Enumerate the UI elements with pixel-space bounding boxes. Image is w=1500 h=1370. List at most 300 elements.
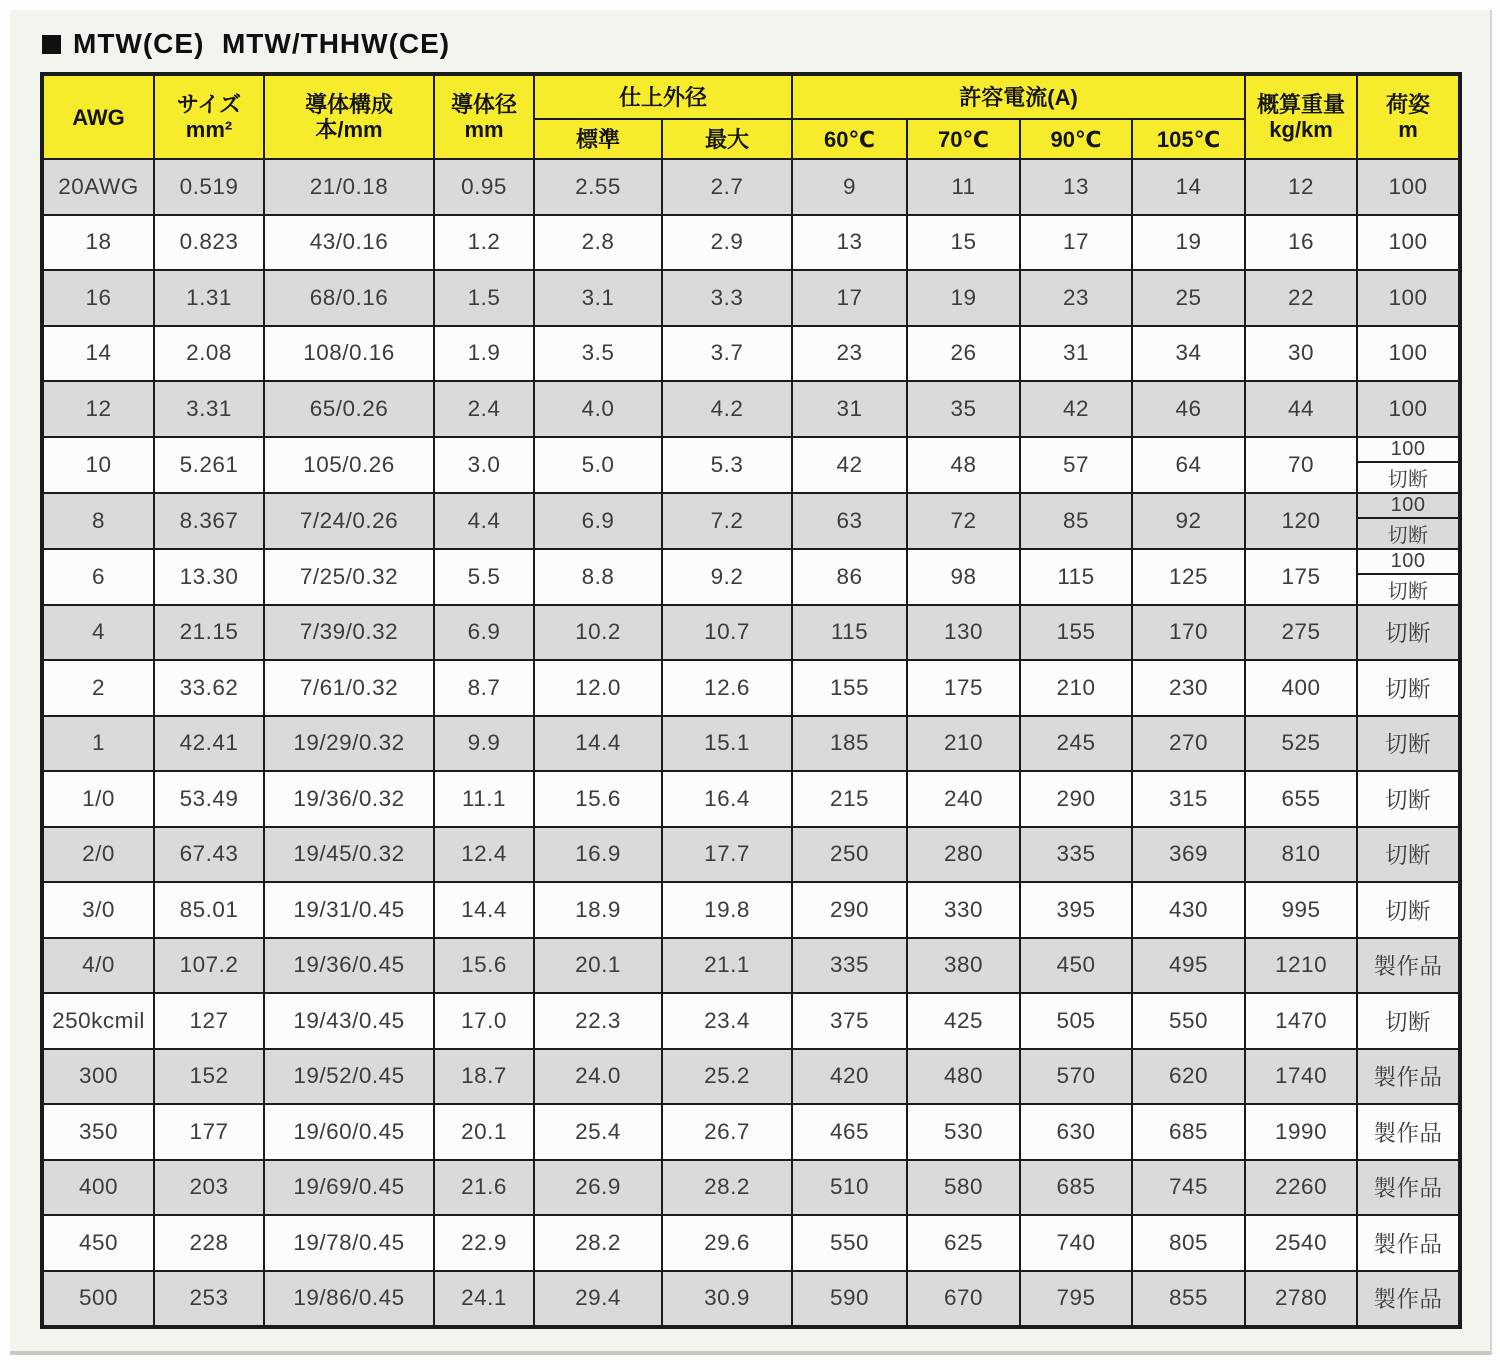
size-cell: 253 [154, 1271, 264, 1328]
amp-60-cell: 335 [792, 938, 907, 994]
amp-70-cell: 210 [907, 716, 1020, 772]
od-max-cell: 2.7 [662, 159, 792, 215]
section-marker-icon [42, 35, 61, 54]
od-standard-cell: 29.4 [534, 1271, 662, 1328]
awg-cell: 250kcmil [42, 993, 154, 1049]
package-cell: 切断 [1357, 827, 1460, 883]
od-standard-cell: 16.9 [534, 827, 662, 883]
amp-105-cell: 46 [1132, 381, 1245, 437]
od-standard-cell: 8.8 [534, 549, 662, 605]
weight-cell: 275 [1245, 605, 1357, 661]
table-row [42, 159, 1460, 215]
package-half: 切断 [1358, 573, 1458, 604]
package-cell: 切断 [1357, 771, 1460, 827]
amp-60-cell: 23 [792, 326, 907, 382]
diameter-cell: 1.5 [434, 270, 534, 326]
conductor-cell: 19/29/0.32 [264, 716, 434, 772]
table-row [42, 270, 1460, 326]
amp-60-cell: 465 [792, 1104, 907, 1160]
awg-cell: 2 [42, 660, 154, 716]
amp-90-cell: 210 [1020, 660, 1132, 716]
spec-table-body [42, 159, 1460, 1327]
amp-60-cell: 17 [792, 270, 907, 326]
od-max-cell: 19.8 [662, 882, 792, 938]
od-standard-cell: 5.0 [534, 437, 662, 493]
header-size-label: サイズ [176, 92, 242, 117]
page-title: MTW(CE) MTW/THHW(CE) [73, 28, 451, 59]
amp-105-cell: 92 [1132, 493, 1245, 549]
awg-cell: 2/0 [42, 827, 154, 883]
size-cell: 3.31 [154, 381, 264, 437]
awg-cell: 10 [42, 437, 154, 493]
awg-cell: 500 [42, 1271, 154, 1328]
header-awg: AWG [42, 74, 154, 159]
table-row [42, 771, 1460, 827]
size-cell: 5.261 [154, 437, 264, 493]
diameter-cell: 24.1 [434, 1271, 534, 1328]
amp-70-cell: 530 [907, 1104, 1020, 1160]
weight-cell: 655 [1245, 771, 1357, 827]
amp-105-cell: 855 [1132, 1271, 1245, 1328]
diameter-cell: 17.0 [434, 993, 534, 1049]
table-row [42, 381, 1460, 437]
diameter-cell: 4.4 [434, 493, 534, 549]
amp-90-cell: 13 [1020, 159, 1132, 215]
amp-105-cell: 270 [1132, 716, 1245, 772]
amp-70-cell: 19 [907, 270, 1020, 326]
diameter-cell: 2.4 [434, 381, 534, 437]
amp-105-cell: 125 [1132, 549, 1245, 605]
package-cell: 切断 [1357, 660, 1460, 716]
size-cell: 67.43 [154, 827, 264, 883]
spec-table [40, 72, 1462, 1329]
size-cell: 8.367 [154, 493, 264, 549]
package-cell: 100 [1357, 381, 1460, 437]
table-row [42, 549, 1460, 605]
awg-cell: 400 [42, 1160, 154, 1216]
od-max-cell: 9.2 [662, 549, 792, 605]
od-max-cell: 30.9 [662, 1271, 792, 1328]
od-standard-cell: 15.6 [534, 771, 662, 827]
header-package-label: 荷姿 [1386, 92, 1431, 117]
od-standard-cell: 6.9 [534, 493, 662, 549]
od-standard-cell: 10.2 [534, 605, 662, 661]
header-weight-label: 概算重量 [1257, 92, 1346, 117]
awg-cell: 4/0 [42, 938, 154, 994]
size-cell: 13.30 [154, 549, 264, 605]
od-standard-cell: 25.4 [534, 1104, 662, 1160]
od-standard-cell: 20.1 [534, 938, 662, 994]
awg-cell: 16 [42, 270, 154, 326]
size-cell: 228 [154, 1215, 264, 1271]
amp-60-cell: 86 [792, 549, 907, 605]
amp-70-cell: 15 [907, 215, 1020, 271]
conductor-cell: 7/25/0.32 [264, 549, 434, 605]
weight-cell: 1210 [1245, 938, 1357, 994]
amp-105-cell: 14 [1132, 159, 1245, 215]
amp-105-cell: 430 [1132, 882, 1245, 938]
od-max-cell: 2.9 [662, 215, 792, 271]
conductor-cell: 7/61/0.32 [264, 660, 434, 716]
amp-60-cell: 215 [792, 771, 907, 827]
table-row [42, 938, 1460, 994]
amp-60-cell: 63 [792, 493, 907, 549]
package-cell: 製作品 [1357, 1160, 1460, 1216]
diameter-cell: 22.9 [434, 1215, 534, 1271]
amp-60-cell: 185 [792, 716, 907, 772]
amp-105-cell: 315 [1132, 771, 1245, 827]
amp-60-cell: 13 [792, 215, 907, 271]
header-finished-od-group: 仕上外径 [534, 74, 792, 119]
weight-cell: 1470 [1245, 993, 1357, 1049]
package-cell: 100 [1357, 159, 1460, 215]
amp-90-cell: 245 [1020, 716, 1132, 772]
od-standard-cell: 26.9 [534, 1160, 662, 1216]
amp-90-cell: 335 [1020, 827, 1132, 883]
amp-90-cell: 42 [1020, 381, 1132, 437]
header-od-standard: 標準 [534, 119, 662, 159]
table-row [42, 1049, 1460, 1105]
package-cell: 製作品 [1357, 1104, 1460, 1160]
amp-70-cell: 330 [907, 882, 1020, 938]
amp-70-cell: 26 [907, 326, 1020, 382]
od-standard-cell: 3.5 [534, 326, 662, 382]
conductor-cell: 21/0.18 [264, 159, 434, 215]
amp-90-cell: 17 [1020, 215, 1132, 271]
od-standard-cell: 4.0 [534, 381, 662, 437]
diameter-cell: 11.1 [434, 771, 534, 827]
table-row [42, 716, 1460, 772]
amp-90-cell: 57 [1020, 437, 1132, 493]
awg-cell: 1/0 [42, 771, 154, 827]
amp-70-cell: 670 [907, 1271, 1020, 1328]
table-row [42, 1215, 1460, 1271]
od-standard-cell: 12.0 [534, 660, 662, 716]
size-cell: 0.823 [154, 215, 264, 271]
package-half: 100 [1390, 493, 1426, 516]
spec-table-header [42, 74, 1460, 159]
amp-70-cell: 72 [907, 493, 1020, 549]
amp-60-cell: 375 [792, 993, 907, 1049]
od-max-cell: 29.6 [662, 1215, 792, 1271]
amp-90-cell: 450 [1020, 938, 1132, 994]
amp-60-cell: 590 [792, 1271, 907, 1328]
conductor-cell: 19/31/0.45 [264, 882, 434, 938]
amp-90-cell: 115 [1020, 549, 1132, 605]
amp-70-cell: 11 [907, 159, 1020, 215]
section-title-row [42, 26, 1490, 62]
od-max-cell: 26.7 [662, 1104, 792, 1160]
amp-90-cell: 570 [1020, 1049, 1132, 1105]
package-cell: 100 [1357, 215, 1460, 271]
table-row [42, 993, 1460, 1049]
header-package-unit: m [1398, 117, 1418, 142]
weight-cell: 810 [1245, 827, 1357, 883]
amp-60-cell: 31 [792, 381, 907, 437]
weight-cell: 12 [1245, 159, 1357, 215]
amp-90-cell: 630 [1020, 1104, 1132, 1160]
weight-cell: 400 [1245, 660, 1357, 716]
amp-105-cell: 745 [1132, 1160, 1245, 1216]
awg-cell: 20AWG [42, 159, 154, 215]
od-standard-cell: 3.1 [534, 270, 662, 326]
header-size [154, 74, 264, 159]
size-cell: 42.41 [154, 716, 264, 772]
od-max-cell: 17.7 [662, 827, 792, 883]
diameter-cell: 1.2 [434, 215, 534, 271]
diameter-cell: 3.0 [434, 437, 534, 493]
awg-cell: 6 [42, 549, 154, 605]
diameter-cell: 14.4 [434, 882, 534, 938]
header-conductor-unit: 本/mm [315, 117, 383, 142]
package-half: 切断 [1358, 461, 1458, 492]
amp-70-cell: 240 [907, 771, 1020, 827]
amp-105-cell: 34 [1132, 326, 1245, 382]
package-half: 100 [1390, 549, 1426, 572]
header-package [1357, 74, 1460, 159]
od-max-cell: 28.2 [662, 1160, 792, 1216]
conductor-cell: 65/0.26 [264, 381, 434, 437]
awg-cell: 300 [42, 1049, 154, 1105]
od-max-cell: 5.3 [662, 437, 792, 493]
header-temp-60: 60℃ [792, 119, 907, 159]
amp-70-cell: 48 [907, 437, 1020, 493]
weight-cell: 525 [1245, 716, 1357, 772]
amp-60-cell: 420 [792, 1049, 907, 1105]
conductor-cell: 19/86/0.45 [264, 1271, 434, 1328]
package-cell: 100 [1357, 326, 1460, 382]
amp-90-cell: 85 [1020, 493, 1132, 549]
weight-cell: 2540 [1245, 1215, 1357, 1271]
od-max-cell: 7.2 [662, 493, 792, 549]
amp-70-cell: 425 [907, 993, 1020, 1049]
package-cell [1357, 437, 1460, 493]
amp-60-cell: 155 [792, 660, 907, 716]
od-standard-cell: 18.9 [534, 882, 662, 938]
weight-cell: 30 [1245, 326, 1357, 382]
header-diameter [434, 74, 534, 159]
package-cell: 製作品 [1357, 1049, 1460, 1105]
conductor-cell: 7/24/0.26 [264, 493, 434, 549]
amp-60-cell: 42 [792, 437, 907, 493]
diameter-cell: 8.7 [434, 660, 534, 716]
table-row [42, 1104, 1460, 1160]
od-standard-cell: 22.3 [534, 993, 662, 1049]
table-row [42, 493, 1460, 549]
amp-90-cell: 155 [1020, 605, 1132, 661]
amp-90-cell: 23 [1020, 270, 1132, 326]
amp-70-cell: 580 [907, 1160, 1020, 1216]
od-max-cell: 3.3 [662, 270, 792, 326]
conductor-cell: 19/36/0.32 [264, 771, 434, 827]
awg-cell: 14 [42, 326, 154, 382]
weight-cell: 1990 [1245, 1104, 1357, 1160]
size-cell: 177 [154, 1104, 264, 1160]
od-max-cell: 3.7 [662, 326, 792, 382]
size-cell: 85.01 [154, 882, 264, 938]
amp-70-cell: 35 [907, 381, 1020, 437]
diameter-cell: 18.7 [434, 1049, 534, 1105]
size-cell: 152 [154, 1049, 264, 1105]
package-cell: 製作品 [1357, 938, 1460, 994]
amp-105-cell: 19 [1132, 215, 1245, 271]
awg-cell: 12 [42, 381, 154, 437]
weight-cell: 16 [1245, 215, 1357, 271]
amp-90-cell: 395 [1020, 882, 1132, 938]
amp-70-cell: 175 [907, 660, 1020, 716]
size-cell: 107.2 [154, 938, 264, 994]
size-cell: 2.08 [154, 326, 264, 382]
diameter-cell: 0.95 [434, 159, 534, 215]
header-diameter-unit: mm [464, 117, 504, 142]
table-row [42, 215, 1460, 271]
header-ampacity-group: 許容電流(A) [792, 74, 1245, 119]
amp-90-cell: 290 [1020, 771, 1132, 827]
amp-70-cell: 130 [907, 605, 1020, 661]
amp-105-cell: 25 [1132, 270, 1245, 326]
conductor-cell: 19/36/0.45 [264, 938, 434, 994]
weight-cell: 1740 [1245, 1049, 1357, 1105]
amp-105-cell: 230 [1132, 660, 1245, 716]
header-conductor [264, 74, 434, 159]
size-cell: 1.31 [154, 270, 264, 326]
amp-105-cell: 369 [1132, 827, 1245, 883]
weight-cell: 2780 [1245, 1271, 1357, 1328]
conductor-cell: 19/43/0.45 [264, 993, 434, 1049]
table-row [42, 1271, 1460, 1328]
od-max-cell: 10.7 [662, 605, 792, 661]
header-temp-105: 105℃ [1132, 119, 1245, 159]
diameter-cell: 20.1 [434, 1104, 534, 1160]
size-cell: 203 [154, 1160, 264, 1216]
table-row [42, 882, 1460, 938]
od-standard-cell: 24.0 [534, 1049, 662, 1105]
amp-60-cell: 510 [792, 1160, 907, 1216]
amp-90-cell: 740 [1020, 1215, 1132, 1271]
amp-60-cell: 115 [792, 605, 907, 661]
weight-cell: 22 [1245, 270, 1357, 326]
size-cell: 53.49 [154, 771, 264, 827]
size-cell: 127 [154, 993, 264, 1049]
table-row [42, 605, 1460, 661]
table-row [42, 437, 1460, 493]
package-cell: 切断 [1357, 716, 1460, 772]
amp-105-cell: 170 [1132, 605, 1245, 661]
amp-70-cell: 98 [907, 549, 1020, 605]
conductor-cell: 19/45/0.32 [264, 827, 434, 883]
header-temp-70: 70℃ [907, 119, 1020, 159]
conductor-cell: 19/60/0.45 [264, 1104, 434, 1160]
conductor-cell: 68/0.16 [264, 270, 434, 326]
amp-70-cell: 280 [907, 827, 1020, 883]
awg-cell: 1 [42, 716, 154, 772]
header-conductor-label: 導体構成 [304, 92, 393, 117]
diameter-cell: 6.9 [434, 605, 534, 661]
conductor-cell: 19/78/0.45 [264, 1215, 434, 1271]
package-cell: 切断 [1357, 605, 1460, 661]
od-max-cell: 25.2 [662, 1049, 792, 1105]
header-diameter-label: 導体径 [450, 92, 517, 117]
weight-cell: 70 [1245, 437, 1357, 493]
amp-105-cell: 495 [1132, 938, 1245, 994]
awg-cell: 3/0 [42, 882, 154, 938]
diameter-cell: 1.9 [434, 326, 534, 382]
table-row [42, 326, 1460, 382]
od-max-cell: 4.2 [662, 381, 792, 437]
package-cell: 製作品 [1357, 1215, 1460, 1271]
diameter-cell: 21.6 [434, 1160, 534, 1216]
amp-70-cell: 625 [907, 1215, 1020, 1271]
size-cell: 0.519 [154, 159, 264, 215]
conductor-cell: 43/0.16 [264, 215, 434, 271]
od-max-cell: 12.6 [662, 660, 792, 716]
amp-60-cell: 250 [792, 827, 907, 883]
table-row [42, 827, 1460, 883]
conductor-cell: 19/52/0.45 [264, 1049, 434, 1105]
amp-60-cell: 290 [792, 882, 907, 938]
package-cell [1357, 549, 1460, 605]
awg-cell: 18 [42, 215, 154, 271]
od-standard-cell: 2.8 [534, 215, 662, 271]
amp-105-cell: 620 [1132, 1049, 1245, 1105]
header-size-unit: mm² [185, 117, 233, 142]
conductor-cell: 105/0.26 [264, 437, 434, 493]
diameter-cell: 9.9 [434, 716, 534, 772]
package-half: 切断 [1358, 517, 1458, 548]
od-max-cell: 15.1 [662, 716, 792, 772]
header-weight-unit: kg/km [1269, 117, 1333, 142]
conductor-cell: 19/69/0.45 [264, 1160, 434, 1216]
awg-cell: 450 [42, 1215, 154, 1271]
amp-60-cell: 9 [792, 159, 907, 215]
header-weight [1245, 74, 1357, 159]
table-row [42, 1160, 1460, 1216]
package-cell: 切断 [1357, 882, 1460, 938]
package-cell: 製作品 [1357, 1271, 1460, 1328]
awg-cell: 8 [42, 493, 154, 549]
amp-105-cell: 550 [1132, 993, 1245, 1049]
amp-90-cell: 685 [1020, 1160, 1132, 1216]
od-max-cell: 16.4 [662, 771, 792, 827]
header-od-max: 最大 [662, 119, 792, 159]
package-half: 100 [1390, 437, 1426, 460]
conductor-cell: 108/0.16 [264, 326, 434, 382]
od-max-cell: 21.1 [662, 938, 792, 994]
amp-60-cell: 550 [792, 1215, 907, 1271]
package-cell [1357, 493, 1460, 549]
size-cell: 21.15 [154, 605, 264, 661]
amp-105-cell: 805 [1132, 1215, 1245, 1271]
diameter-cell: 5.5 [434, 549, 534, 605]
weight-cell: 120 [1245, 493, 1357, 549]
table-row [42, 660, 1460, 716]
size-cell: 33.62 [154, 660, 264, 716]
header-temp-90: 90℃ [1020, 119, 1132, 159]
amp-105-cell: 685 [1132, 1104, 1245, 1160]
weight-cell: 995 [1245, 882, 1357, 938]
amp-90-cell: 31 [1020, 326, 1132, 382]
weight-cell: 2260 [1245, 1160, 1357, 1216]
package-cell: 切断 [1357, 993, 1460, 1049]
conductor-cell: 7/39/0.32 [264, 605, 434, 661]
weight-cell: 44 [1245, 381, 1357, 437]
weight-cell: 175 [1245, 549, 1357, 605]
amp-70-cell: 380 [907, 938, 1020, 994]
od-standard-cell: 28.2 [534, 1215, 662, 1271]
awg-cell: 350 [42, 1104, 154, 1160]
od-max-cell: 23.4 [662, 993, 792, 1049]
od-standard-cell: 2.55 [534, 159, 662, 215]
